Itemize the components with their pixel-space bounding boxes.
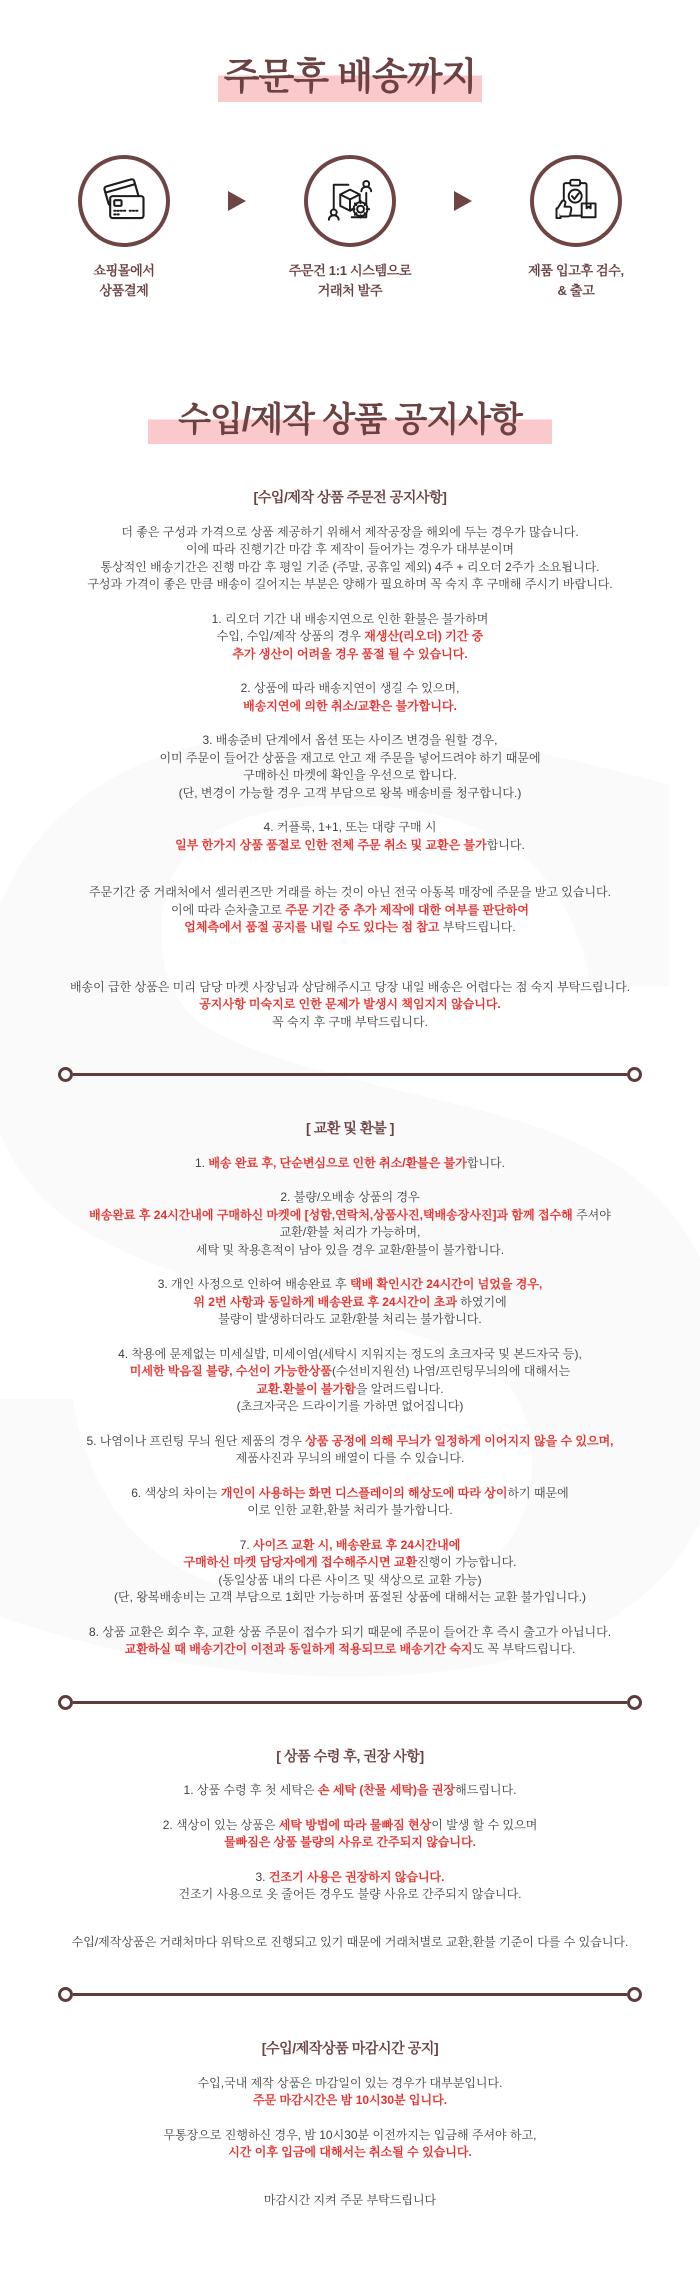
notice-text: 꼭 숙지 후 구매 부탁드립니다.	[272, 1014, 428, 1029]
notice-text-alert: 교환하실 때 배송기간이 이전과 동일하게 적용되므로 배송기간 숙지	[124, 1642, 473, 1656]
notice-line	[18, 1398, 682, 1416]
notice-text: 1.	[195, 1155, 209, 1170]
notice-text: (수선비지원선) 나염/프린팅무늬의에 대해서는	[331, 1364, 571, 1378]
notice-line	[18, 524, 682, 542]
notice-text-alert: 배송완료 후 24시간내에 구매하신 마켓에 [성함,연락처,상품사진,택배송장사진]과 함께 접수해	[89, 1207, 573, 1222]
notice-text-alert: 건조기 사용은 권장하지 않습니다.	[268, 1869, 445, 1884]
bottom-spacer	[0, 2226, 700, 2280]
notice-line	[18, 1502, 682, 1520]
notice-text: 이에 따라 순차출고로	[171, 902, 286, 917]
notice-line	[18, 996, 682, 1014]
notice-text: 더 좋은 구성과 가격으로 상품 제공하기 위해서 제작공장을 해외에 두는 경우가 많습니다.	[121, 524, 579, 539]
notice-paragraph	[18, 1189, 682, 1259]
notice-line	[18, 919, 682, 937]
step-label-line: 상품결제	[99, 282, 149, 298]
notice-paragraph	[18, 732, 682, 802]
notice-paragraph	[18, 2075, 682, 2110]
notice-text: 3. 개인 사정으로 인하여 배송완료 후	[157, 1277, 350, 1291]
notice-line	[18, 698, 682, 716]
divider-endpoint-circle	[58, 1695, 73, 1710]
notice-text-alert: 추가 생산이 어려울 경우 품절 될 수 있습니다.	[232, 646, 468, 661]
notice-line	[18, 1189, 682, 1207]
notice-text-alert: 개인이 사용하는 화면 디스플레이의 해상도에 따라 상이	[220, 1485, 508, 1500]
notice-line	[18, 576, 682, 594]
arrow-right-icon	[453, 189, 473, 213]
step-circle	[304, 155, 396, 247]
order-process-steps	[0, 155, 700, 300]
notice-line	[18, 732, 682, 750]
notice-paragraph	[18, 611, 682, 664]
step-label-line: 거래처 발주	[317, 282, 383, 298]
notice-line	[18, 1834, 682, 1852]
notice-text-alert: 손 세탁 (찬물 세탁)을 권장	[317, 1783, 456, 1797]
import-notice-title-wrap	[0, 392, 700, 445]
step-label	[289, 261, 412, 300]
step-label-line: 쇼핑몰에서	[93, 263, 155, 278]
notice-line	[18, 1207, 682, 1225]
notice-text-alert: 구매하신 마켓 담당자에게 접수해주시면 교환	[183, 1555, 418, 1569]
notice-text: 건조기 사용으로 옷 줄어든 경우도 불량 사유로 간주되지 않습니다.	[178, 1887, 522, 1901]
notice-text-alert: 업체측에서 품절 공지를 내릴 수도 있다는 점 참고	[184, 920, 440, 934]
notice-text: 하기 때문에	[507, 1485, 569, 1500]
notice-text: 4. 커플룩, 1+1, 또는 대량 구매 시	[263, 820, 437, 834]
notice-line	[18, 1242, 682, 1260]
notice-line	[18, 1869, 682, 1887]
divider-line	[73, 1073, 627, 1076]
notice-line	[18, 1346, 682, 1364]
notice-text: 2. 상품에 따라 배송지연이 생길 수 있으며,	[240, 681, 460, 695]
notice-text: 구매하신 마켓에 확인을 우선으로 합니다.	[243, 768, 457, 782]
notice-line	[18, 1817, 682, 1835]
notice-paragraph	[18, 1817, 682, 1852]
step-label-line: & 출고	[557, 282, 595, 298]
notice-line	[18, 1589, 682, 1607]
notice-text: 3.	[255, 1869, 269, 1884]
notice-text: 세탁 및 착용흔적이 남아 있을 경우 교환/환불이 불가합니다.	[195, 1242, 505, 1257]
notice-text-alert: 배송 완료 후, 단순변심으로 인한 취소/환불은 불가	[208, 1155, 467, 1170]
notice-paragraph	[18, 680, 682, 715]
notice-line	[18, 1554, 682, 1572]
notice-text: 수입/제작상품은 거래처마다 위탁으로 진행되고 있기 때문에 거래처별로 교환,환불 기준이 다를 수 있습니다.	[71, 1934, 629, 1949]
divider-endpoint-circle	[58, 1067, 73, 1082]
notice-line	[18, 1641, 682, 1659]
notice-line	[18, 2144, 682, 2162]
notice-text: 을 알려드립니다.	[355, 1381, 444, 1396]
divider-endpoint-circle	[627, 1067, 642, 1082]
notice-line	[18, 680, 682, 698]
notice-text: 통상적인 배송기간은 진행 마감 후 평일 기준 (주말, 공휴일 제외) 4주 + 리오더 2주가 소요됩니다.	[100, 559, 600, 574]
notice-text: 제품사진과 무늬의 배열이 다를 수 있습니다.	[235, 1451, 465, 1465]
notice-line	[18, 541, 682, 559]
notice-text: 이에 따라 진행기간 마감 후 제작이 들어가는 경우가 대부분이며	[185, 542, 515, 556]
notice-line	[18, 2075, 682, 2093]
notice-paragraph	[18, 1869, 682, 1904]
notice-text: 하였기에	[456, 1294, 507, 1309]
notice-line	[18, 837, 682, 855]
notice-text: 주문기간 중 거래처에서 셀러퀸즈만 거래를 하는 것이 아닌 전국 아동복 매장에 주문을 받고 있습니다.	[89, 885, 611, 899]
notice-text-alert: 공지사항 미숙지로 인한 문제가 발생시 책임지지 않습니다.	[199, 997, 501, 1011]
notice-line	[18, 1485, 682, 1503]
notice-section-heading: [수입/제작 상품 주문전 공지사항]	[253, 489, 447, 505]
inspection-shipping-icon	[550, 175, 602, 227]
step-payment	[39, 155, 209, 300]
notice-line	[18, 2092, 682, 2110]
step-circle	[530, 155, 622, 247]
notice-line	[18, 979, 682, 997]
notice-text-alert: 사이즈 교환 시, 배송완료 후 24시간내에	[253, 1537, 461, 1552]
notice-paragraph	[18, 524, 682, 594]
notice-section-heading: [ 교환 및 환불 ]	[305, 1120, 395, 1136]
notice-text: 2. 불량/오배송 상품의 경우	[280, 1190, 420, 1204]
notice-line	[18, 2192, 682, 2210]
order-system-icon	[324, 175, 376, 227]
notice-text-alert: 주문 마감시간은 밤 10시30분 입니다.	[252, 2093, 448, 2107]
notice-paragraph	[18, 1155, 682, 1173]
notice-text: 6. 색상의 차이는	[131, 1485, 221, 1500]
step-label	[528, 261, 624, 300]
notice-line	[18, 559, 682, 577]
notice-text-alert: 위 2번 사항과 동일하게 배송완료 후 24시간이 초과	[193, 1294, 457, 1309]
arrow-right-icon	[227, 189, 247, 213]
notice-line	[18, 767, 682, 785]
step-inspection-shipping	[491, 155, 661, 300]
notice-line	[18, 819, 682, 837]
notice-text-alert: 택배 확인시간 24시간이 넘었을 경우,	[350, 1277, 543, 1291]
notice-text: 1. 리오더 기간 내 배송지연으로 인한 환불은 불가하며	[211, 611, 489, 626]
notice-paragraph	[18, 1346, 682, 1416]
notice-text: 배송이 급한 상품은 미리 담당 마켓 사장님과 상담해주시고 당장 내일 배송은 어렵다는 점 숙지 부탁드립니다.	[69, 979, 631, 994]
notice-section-heading: [ 상품 수령 후, 권장 사항]	[276, 1747, 424, 1764]
order-to-delivery-title-wrap	[0, 46, 700, 103]
notice-text: 합니다.	[486, 837, 525, 852]
notice-paragraph	[18, 979, 682, 1032]
notice-line	[18, 1450, 682, 1468]
notice-text: 주셔야	[572, 1207, 611, 1222]
notice-text: (초크자국은 드라이기를 가하면 없어집니다)	[236, 1399, 464, 1413]
step-circle	[78, 155, 170, 247]
notice-line	[18, 1537, 682, 1555]
notice-text: 마감시간 지켜 주문 부탁드립니다	[263, 2192, 437, 2207]
notice-text-alert: 미세한 박음질 불량, 수선이 가능한상품	[129, 1364, 332, 1378]
notice-paragraph	[18, 1485, 682, 1520]
notice-line	[18, 628, 682, 646]
notice-text: 합니다.	[466, 1155, 505, 1170]
notice-text: 2. 색상이 있는 상품은	[162, 1817, 279, 1832]
notice-line	[18, 611, 682, 629]
notice-line	[18, 1294, 682, 1312]
notice-line	[18, 884, 682, 902]
page-title: 주문후 배송까지	[218, 46, 482, 103]
notice-text: 도 꼭 부탁드립니다.	[472, 1642, 576, 1656]
notice-paragraph	[18, 819, 682, 854]
notice-paragraph	[18, 1433, 682, 1468]
notice-line	[18, 1433, 682, 1451]
notice-paragraph	[18, 1934, 682, 1952]
divider-endpoint-circle	[58, 1987, 73, 2002]
notice-paragraph	[18, 1624, 682, 1659]
notice-text: (단, 변경이 가능할 경우 고객 부담으로 왕복 배송비를 청구합니다.)	[178, 785, 522, 800]
notice-text-alert: 물빠짐은 상품 불량의 사유로 간주되지 않습니다.	[224, 1835, 476, 1849]
notice-paragraph	[18, 2127, 682, 2162]
notice-text: 3. 배송준비 단계에서 옵션 또는 사이즈 변경을 원할 경우,	[202, 733, 498, 747]
notice-line	[18, 1224, 682, 1242]
notice-line	[18, 1155, 682, 1173]
divider-endpoint-circle	[627, 1695, 642, 1710]
step-label	[93, 261, 154, 300]
notice-paragraph	[18, 884, 682, 937]
notice-line	[18, 1572, 682, 1590]
notice-line	[18, 902, 682, 920]
notice-text: 무통장으로 진행하신 경우, 밤 10시30분 이전까지는 입금해 주셔야 하고,	[163, 2127, 537, 2142]
notice-paragraph	[18, 2192, 682, 2210]
notice-line	[18, 1886, 682, 1904]
notice-text-alert: 주문 기간 중 추가 제작에 대한 여부를 판단하여	[285, 902, 529, 917]
notice-text: 교환/환불 처리가 가능하며,	[279, 1225, 421, 1239]
notice-text: 수입,국내 제작 상품은 마감일이 있는 경우가 대부분입니다.	[197, 2075, 503, 2090]
notice-line	[18, 1381, 682, 1399]
notice-section-heading: [수입/제작상품 마감시간 공지]	[261, 2040, 439, 2056]
notice-line	[18, 1934, 682, 1952]
divider-endpoint-circle	[627, 1987, 642, 2002]
notice-text: 진행이 가능합니다.	[417, 1555, 517, 1569]
notice-line	[18, 646, 682, 664]
step-label-line: 주문건 1:1 시스템으로	[288, 263, 412, 278]
notice-text: 이 발생 할 수 있으며	[431, 1817, 538, 1832]
notice-line	[18, 1363, 682, 1381]
notice-line	[18, 1276, 682, 1294]
notice-text: 7.	[239, 1537, 254, 1552]
section-divider	[58, 1987, 642, 2002]
notice-text: (단, 왕복배송비는 고객 부담으로 1회만 가능하며 품절된 상품에 대해서는 교환 불가입니다.)	[114, 1590, 586, 1604]
notice-line	[18, 750, 682, 768]
section-divider	[58, 1695, 642, 1710]
notice-text-alert: 재생산(리오더) 기간 중	[364, 629, 484, 643]
notice-text: 구성과 가격이 좋은 만큼 배송이 길어지는 부분은 양해가 필요하며 꼭 숙지 후 구매해 주시기 바랍니다.	[87, 577, 613, 591]
credit-card-icon	[98, 175, 150, 227]
notice-text: 이로 인한 교환,환불 처리가 불가합니다.	[247, 1503, 453, 1517]
notice-text-alert: 세탁 방법에 따라 물빠짐 현상	[278, 1817, 432, 1832]
notice-text: 4. 착용에 문제없는 미세실밥, 미세이염(세탁시 지워지는 정도의 초크자국 및 본드자국 등),	[118, 1346, 582, 1361]
notice-text-alert: 일부 한가지 상품 품절로 인한 전체 주문 취소 및 교환은 불가	[175, 837, 487, 852]
notice-text: 부탁드립니다.	[439, 920, 516, 934]
notice-line	[18, 1624, 682, 1642]
notice-line	[18, 1782, 682, 1800]
notice-paragraph	[18, 1537, 682, 1607]
section-divider	[58, 1067, 642, 1082]
notice-line	[18, 2127, 682, 2145]
step-label-line: 제품 입고후 검수,	[528, 263, 624, 278]
notice-paragraph	[18, 1782, 682, 1800]
notice-text: 수입, 수입/제작 상품의 경우	[216, 629, 365, 643]
notice-line	[18, 1014, 682, 1032]
notice-text-alert: 배송지연에 의한 취소/교환은 불가합니다.	[243, 698, 457, 713]
notice-content	[0, 489, 700, 2209]
notice-text-alert: 시간 이후 입금에 대해서는 취소될 수 있습니다.	[228, 2145, 472, 2159]
notice-paragraph	[18, 1276, 682, 1329]
divider-line	[73, 1701, 627, 1704]
divider-line	[73, 1993, 627, 1996]
notice-line	[18, 785, 682, 803]
notice-text: 이미 주문이 들어간 상품을 재고로 안고 재 주문을 넣어드려야 하기 때문에	[159, 750, 541, 765]
notice-text: 8. 상품 교환은 회수 후, 교환 상품 주문이 접수가 되기 때문에 주문이 들어간 후 즉시 출고가 아닙니다.	[88, 1624, 612, 1639]
notice-text: 1. 상품 수령 후 첫 세탁은	[183, 1783, 318, 1797]
notice-text: 불량이 발생하더라도 교환/환불 처리는 불가합니다.	[218, 1312, 482, 1326]
step-order-system	[265, 155, 435, 300]
notice-line	[18, 1311, 682, 1329]
notice-text: 해드립니다.	[455, 1783, 517, 1797]
notice-text: 5. 나염이나 프린팅 무늬 원단 제품의 경우	[86, 1433, 306, 1448]
notice-text: (동일상품 내의 다른 사이즈 및 색상으로 교환 가능)	[218, 1572, 482, 1587]
notice-text-alert: 상품 공정에 의해 무늬가 일정하게 이어지지 않을 수 있으며,	[305, 1433, 614, 1448]
notice-text-alert: 교환.환불이 불가함	[256, 1381, 356, 1396]
section-title: 수입/제작 상품 공지사항	[148, 392, 552, 445]
